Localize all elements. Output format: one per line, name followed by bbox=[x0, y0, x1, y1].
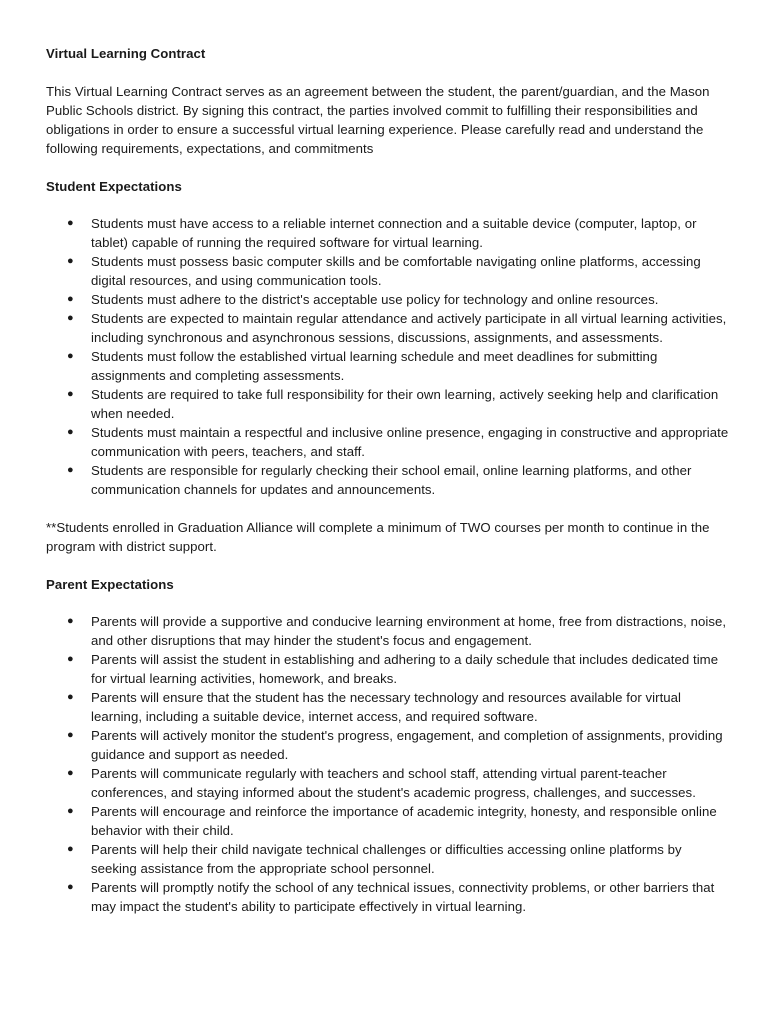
bullet-icon: ● bbox=[67, 293, 74, 305]
list-item bbox=[46, 726, 730, 764]
list-item-text: Students must follow the established virtual learning schedule and meet deadlines for submitting assignments and completing assessments. bbox=[91, 349, 658, 383]
list-item-text: Students must have access to a reliable internet connection and a suitable device (computer, laptop, or tablet) capable of running the required software for virtual learning. bbox=[91, 216, 697, 250]
list-item-text: Parents will assist the student in establishing and adhering to a daily schedule that includes dedicated time for virtual learning activities, homework, and breaks. bbox=[91, 652, 719, 686]
graduation-alliance-note: **Students enrolled in Graduation Alliance will complete a minimum of TWO courses per month to continue in the program with district support. bbox=[46, 520, 710, 554]
list-item-text: Parents will promptly notify the school of any technical issues, connectivity problems, or other barriers that may impact the student's ability to participate effectively in virtual learning. bbox=[91, 880, 715, 914]
list-item-text: Parents will encourage and reinforce the importance of academic integrity, honesty, and responsible online behavior with their child. bbox=[91, 804, 717, 838]
bullet-icon: ● bbox=[67, 312, 74, 324]
list-item-text: Parents will communicate regularly with teachers and school staff, attending virtual parent-teacher conferences, and staying informed about the student's academic progress, challenges, and successes. bbox=[91, 766, 696, 800]
document-page bbox=[46, 44, 730, 916]
bullet-icon: ● bbox=[67, 767, 74, 779]
list-item-text: Parents will provide a supportive and conducive learning environment at home, free from distractions, noise, and other disruptions that may hinder the student's focus and engagement. bbox=[91, 614, 727, 648]
list-item-text: Students are expected to maintain regular attendance and actively participate in all virtual learning activities, including synchronous and asynchronous sessions, discussions, assignments, and assessments. bbox=[91, 311, 727, 345]
bullet-icon: ● bbox=[67, 881, 74, 893]
list-item bbox=[46, 385, 730, 423]
bullet-icon: ● bbox=[67, 615, 74, 627]
bullet-icon: ● bbox=[67, 217, 74, 229]
parent-expectations-heading: Parent Expectations bbox=[46, 577, 174, 592]
list-item-text: Parents will help their child navigate technical challenges or difficulties accessing online platforms by seeking assistance from the appropriate school personnel. bbox=[91, 842, 682, 876]
list-item bbox=[46, 840, 730, 878]
list-item-text: Students must maintain a respectful and inclusive online presence, engaging in constructive and appropriate communication with peers, teachers, and staff. bbox=[91, 425, 729, 459]
list-item-text: Parents will actively monitor the student's progress, engagement, and completion of assignments, providing guidance and support as needed. bbox=[91, 728, 723, 762]
bullet-icon: ● bbox=[67, 653, 74, 665]
list-item bbox=[46, 764, 730, 802]
bullet-icon: ● bbox=[67, 729, 74, 741]
list-item bbox=[46, 802, 730, 840]
list-item-text: Students are required to take full responsibility for their own learning, actively seeking help and clarification when needed. bbox=[91, 387, 719, 421]
intro-paragraph: This Virtual Learning Contract serves as an agreement between the student, the parent/guardian, and the Mason Public Schools district. By signing this contract, the parties involved commit to fulfilling their responsibilities and obligations in order to ensure a successful virtual learning experience. Please carefully read and understand the following requirements, expectations, and commitments bbox=[46, 84, 710, 156]
student-expectations-heading: Student Expectations bbox=[46, 179, 182, 194]
bullet-icon: ● bbox=[67, 255, 74, 267]
bullet-icon: ● bbox=[67, 843, 74, 855]
bullet-icon: ● bbox=[67, 691, 74, 703]
list-item bbox=[46, 688, 730, 726]
bullet-icon: ● bbox=[67, 426, 74, 438]
list-item bbox=[46, 612, 730, 650]
student-expectations-list bbox=[46, 214, 730, 499]
bullet-icon: ● bbox=[67, 388, 74, 400]
list-item bbox=[46, 214, 730, 252]
list-item-text: Parents will ensure that the student has the necessary technology and resources available for virtual learning, including a suitable device, internet access, and required software. bbox=[91, 690, 682, 724]
list-item bbox=[46, 347, 730, 385]
list-item bbox=[46, 252, 730, 290]
list-item bbox=[46, 290, 730, 309]
bullet-icon: ● bbox=[67, 464, 74, 476]
page-title: Virtual Learning Contract bbox=[46, 46, 206, 61]
list-item-text: Students must possess basic computer skills and be comfortable navigating online platforms, accessing digital resources, and using communication tools. bbox=[91, 254, 701, 288]
bullet-icon: ● bbox=[67, 350, 74, 362]
list-item bbox=[46, 309, 730, 347]
parent-expectations-list bbox=[46, 612, 730, 916]
list-item bbox=[46, 878, 730, 916]
list-item-text: Students are responsible for regularly checking their school email, online learning platforms, and other communication channels for updates and announcements. bbox=[91, 463, 692, 497]
list-item bbox=[46, 461, 730, 499]
list-item bbox=[46, 423, 730, 461]
list-item bbox=[46, 650, 730, 688]
bullet-icon: ● bbox=[67, 805, 74, 817]
list-item-text: Students must adhere to the district's acceptable use policy for technology and online resources. bbox=[91, 292, 659, 307]
